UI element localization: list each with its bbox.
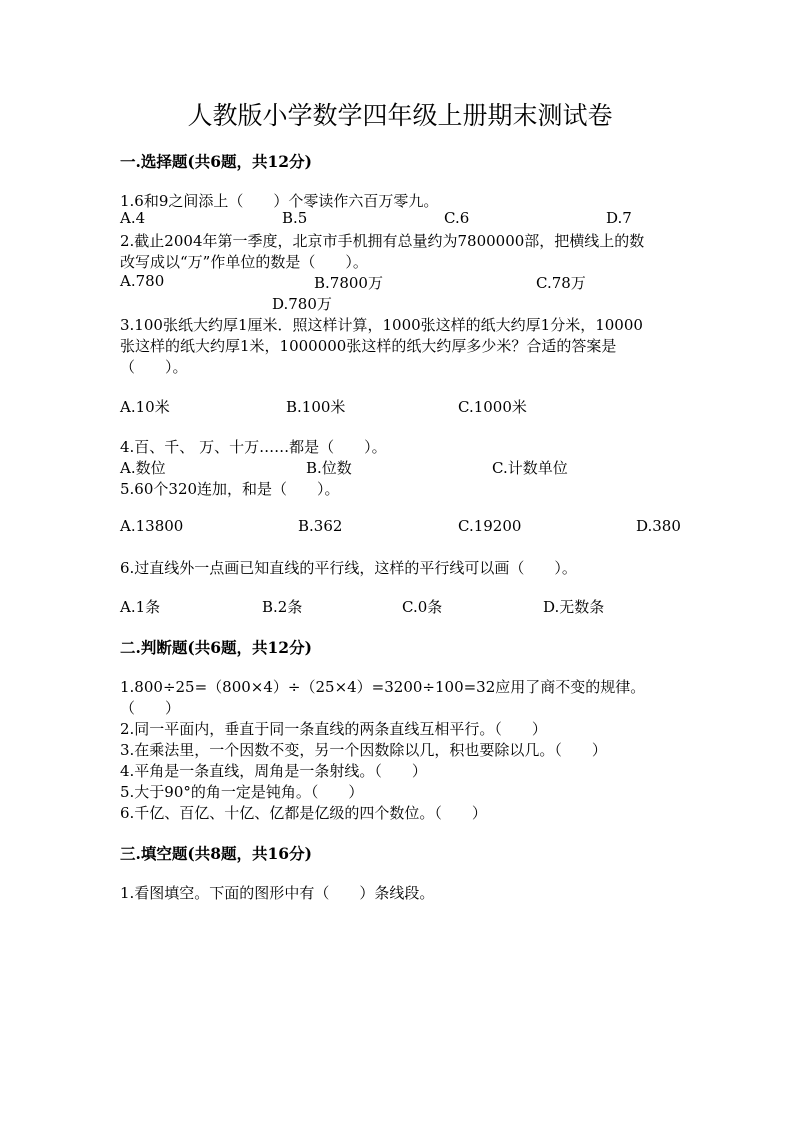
question-line: 3.在乘法里，一个因数不变，另一个因数除以几，积也要除以几。（ ）: [120, 741, 607, 759]
option-c: C.19200: [458, 517, 522, 535]
option-a: A.780: [120, 272, 165, 290]
option-d: D.无数条: [543, 598, 605, 616]
option-a: A.10米: [120, 398, 170, 416]
option-d: D.380: [636, 517, 681, 535]
question-line: 5.60个320连加，和是（ ）。: [120, 480, 340, 498]
question-line: 6.过直线外一点画已知直线的平行线，这样的平行线可以画（ ）。: [120, 559, 577, 577]
question-line: 2.同一平面内，垂直于同一条直线的两条直线互相平行。（ ）: [120, 720, 547, 738]
question-line: 张这样的纸大约厚1米，1000000张这样的纸大约厚多少米？合适的答案是: [120, 337, 617, 355]
option-b: B.100米: [286, 398, 346, 416]
option-d: D.780万: [272, 295, 332, 313]
option-b: B.7800万: [314, 274, 383, 292]
question-line: 3.100张纸大约厚1厘米．照这样计算，1000张这样的纸大约厚1分米，10000: [120, 316, 643, 334]
option-a: A.4: [120, 209, 146, 227]
question-line: 5.大于90°的角一定是钝角。（ ）: [120, 783, 364, 801]
option-b: B.5: [282, 209, 308, 227]
option-b: B.362: [298, 517, 343, 535]
question-line: 1.看图填空。下面的图形中有（ ）条线段。: [120, 884, 435, 902]
question-line: 2.截止2004年第一季度，北京市手机拥有总量约为7800000部，把横线上的数: [120, 232, 645, 250]
option-d: D.7: [606, 209, 632, 227]
option-a: A.1条: [120, 598, 161, 616]
option-a: A.13800: [120, 517, 184, 535]
option-c: C.0条: [402, 598, 443, 616]
question-line: 4.百、千、 万、十万……都是（ ）。: [120, 438, 387, 456]
question-line: （ ）: [120, 699, 181, 717]
question-line: 1.800÷25=（800×4）÷（25×4）=3200÷100=32应用了商不变的规律。: [120, 678, 646, 696]
question-line: 6.千亿、百亿、十亿、亿都是亿级的四个数位。（ ）: [120, 804, 487, 822]
option-b: B.2条: [262, 598, 303, 616]
question-line: （ ）。: [120, 358, 188, 376]
option-c: C.1000米: [458, 398, 527, 416]
section-heading-choice: 一.选择题(共6题，共12分): [120, 152, 312, 171]
question-line: 改写成以“万”作单位的数是（ ）。: [120, 253, 368, 271]
section-heading-judgment: 二.判断题(共6题，共12分): [120, 638, 312, 657]
question-line: 4.平角是一条直线，周角是一条射线。（ ）: [120, 762, 427, 780]
question-line: 1.6和9之间添上（ ）个零读作六百万零九。: [120, 192, 439, 210]
option-c: C.78万: [536, 274, 586, 292]
option-c: C.6: [444, 209, 470, 227]
option-b: B.位数: [306, 459, 352, 477]
section-heading-fill-in: 三.填空题(共8题，共16分): [120, 844, 312, 863]
page-title: 人教版小学数学四年级上册期末测试卷: [187, 101, 613, 130]
option-a: A.数位: [120, 459, 166, 477]
option-c: C.计数单位: [492, 459, 568, 477]
